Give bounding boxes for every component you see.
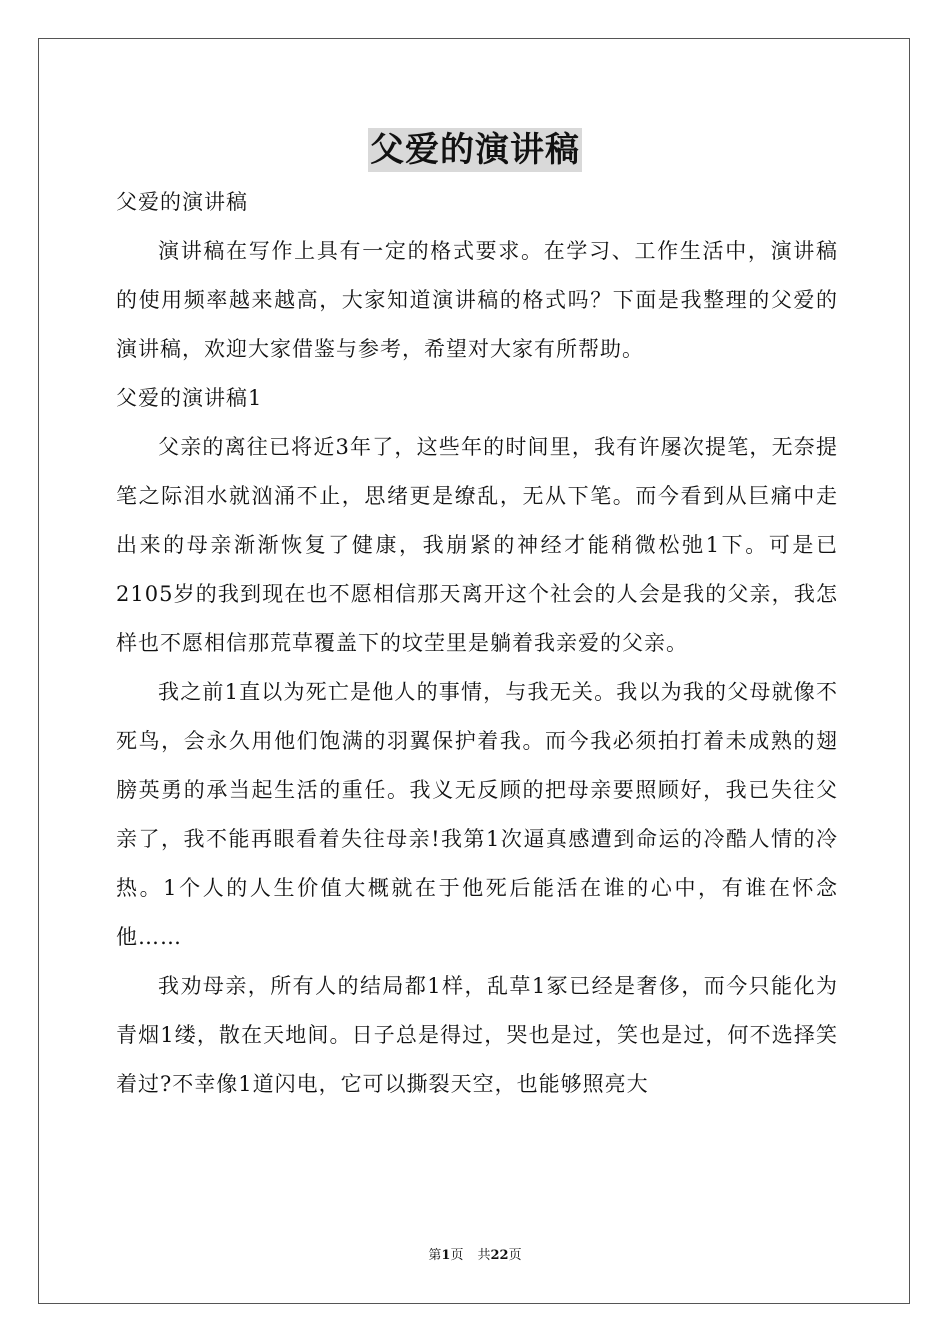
body-paragraph: 我之前1直以为死亡是他人的事情，与我无关。我以为我的父母就像不死鸟，会永久用他们饱满的羽翼保护着我。而今我必须拍打着未成熟的翅膀英勇的承当起生活的重任。我义无反顾的把母亲要照顾好，我已失往父亲了，我不能再眼看着失往母亲!我第1次逼真感遭到命运的冷酷人情的冷热。1个人的人生价值大概就在于他死后能活在谁的心中，有谁在怀念他…… (116, 680, 838, 949)
document-title: 父爱的演讲稿 (370, 130, 580, 170)
page-total: 22 (490, 1248, 509, 1263)
total-prefix: 共 (477, 1248, 491, 1263)
section-heading: 父爱的演讲稿1 (116, 386, 263, 410)
page-footer (0, 1246, 950, 1266)
document-body (116, 178, 838, 1109)
page-suffix: 页 (450, 1248, 464, 1263)
page-prefix: 第 (428, 1248, 442, 1263)
body-paragraph: 父亲的离往已将近3年了，这些年的时间里，我有许屡次提笔，无奈提笔之际泪水就汹涌不止，思绪更是缭乱，无从下笔。而今看到从巨痛中走出来的母亲渐渐恢复了健康，我崩紧的神经才能稍微松弛1下。可是已2105岁的我到现在也不愿相信那天离开这个社会的人会是我的父亲，我怎样也不愿相信那荒草覆盖下的坟茔里是躺着我亲爱的父亲。 (116, 435, 838, 655)
subtitle-heading: 父爱的演讲稿 (116, 190, 248, 214)
page-current: 1 (441, 1248, 451, 1263)
title-container (0, 128, 950, 172)
total-suffix: 页 (508, 1248, 522, 1263)
intro-paragraph: 演讲稿在写作上具有一定的格式要求。在学习、工作生活中，演讲稿的使用频率越来越高，大家知道演讲稿的格式吗？下面是我整理的父爱的演讲稿，欢迎大家借鉴与参考，希望对大家有所帮助。 (116, 239, 838, 361)
body-paragraph: 我劝母亲，所有人的结局都1样，乱草1冢已经是奢侈，而今只能化为青烟1缕，散在天地间。日子总是得过，哭也是过，笑也是过，何不选择笑着过?不幸像1道闪电，它可以撕裂天空，也能够照亮大 (116, 974, 838, 1096)
